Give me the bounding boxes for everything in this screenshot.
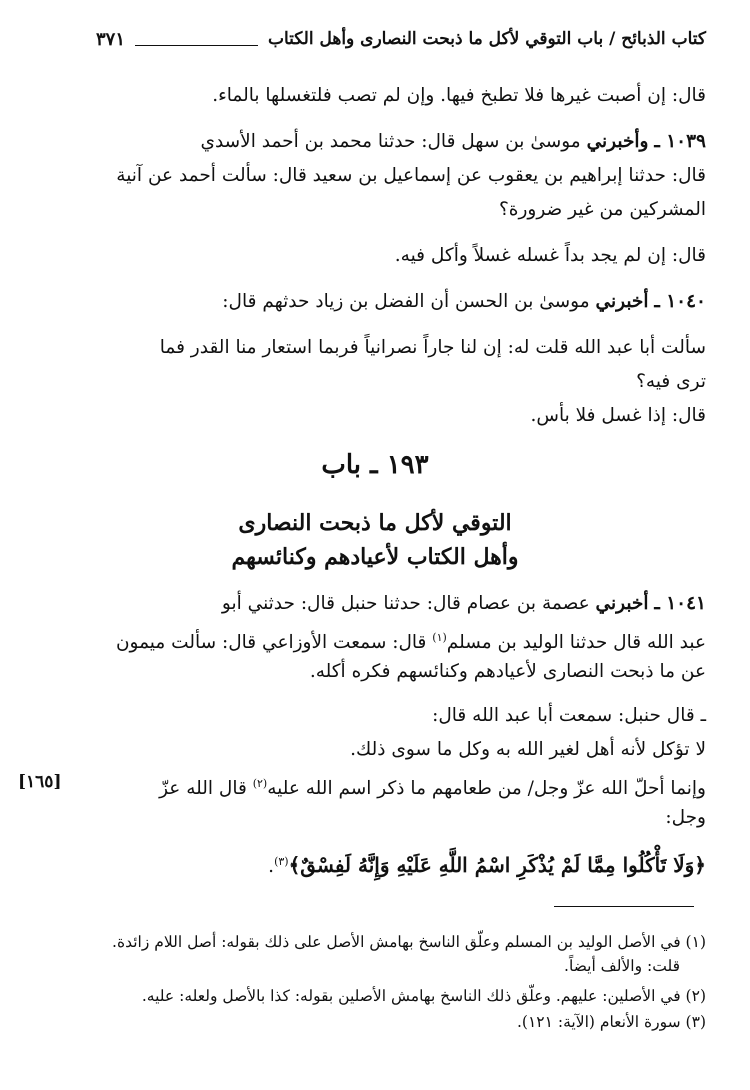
entry-text: موسىٰ بن سهل قال: حدثنا محمد بن أحمد الأسدي	[200, 131, 581, 152]
running-header	[96, 22, 706, 56]
footnote-2: (٢) في الأصلين: عليهم. وعلّق ذلك الناسخ بهامش الأصلين بقوله: كذا بالأصل ولعله: عليه.	[141, 987, 706, 1005]
entry-1041-line3: عن ما ذبحت النصارى لأعيادهم وكنائسهم فكره أكله.	[309, 661, 706, 682]
footnote-1-line2: قلت: والألف أيضاً.	[564, 957, 680, 975]
entry-1041-line2	[44, 622, 706, 659]
question-line2: ترى فيه؟	[636, 371, 706, 392]
answer-line: قال: إذا غسل فلا بأس.	[530, 405, 706, 426]
entry-lead: أخبرني	[595, 593, 649, 614]
entry-text: عصمة بن عصام قال: حدثنا حنبل قال: حدثني أبو	[221, 593, 590, 614]
entry-1039-line1	[96, 126, 706, 158]
entry-1041-line4: ـ قال حنبل: سمعت أبا عبد الله قال:	[432, 705, 706, 726]
chapter-title-line2: وأهل الكتاب لأعيادهم وكنائسهم	[231, 544, 519, 570]
entry-number: ١٠٣٩ ـ	[654, 131, 706, 152]
question-line1: سألت أبا عبد الله قلت له: إن لنا جاراً نصرانياً فربما استعار منا القدر فما	[159, 337, 706, 358]
chapter-title-line1: التوقي لأكل ما ذبحت النصارى	[238, 510, 512, 536]
chapter-number: ١٩٣ ـ باب	[321, 450, 429, 480]
quran-verse-line: ﴿وَلَا تَأْكُلُوا مِمَّا لَمْ يُذْكَرِ اسْمُ اللَّهِ عَلَيْهِ وَإِنَّهُ لَفِسْقٌ﴾$^{(٣)}$.	[268, 853, 706, 878]
entry-text: وإنما أحلّ الله عزّ وجل/ من طعامهم ما ذكر اسم الله عليه	[267, 778, 706, 800]
entry-1039-line3: المشركين من غير ضرورة؟	[498, 199, 706, 220]
entry-lead: وأخبرني	[586, 131, 649, 152]
footnote-separator	[554, 906, 694, 907]
footnote-1-line1: (١) في الأصل الوليد بن المسلم وعلّق الناسخ بهامش الأصل على ذلك بقوله: أصل اللام زائدة.	[112, 933, 706, 951]
page-number: ٣٧١	[96, 28, 126, 50]
entry-1041-line5: لا تؤكل لأنه أهل لغير الله به وكل ما سوى ذلك.	[350, 739, 706, 760]
header-title: كتاب الذبائح / باب التوقي لأكل ما ذبحت النصارى وأهل الكتاب	[267, 29, 706, 49]
answer-line: قال: إن أصبت غيرها فلا تطبخ فيها. وإن لم تصب فلتغسلها بالماء.	[212, 85, 706, 106]
entry-number: ١٠٤٠ ـ	[654, 291, 706, 312]
entry-1041-line7: وجل:	[665, 807, 706, 828]
entry-text: عبد الله قال حدثنا الوليد بن مسلم	[446, 632, 706, 654]
entry-1041-line1	[44, 588, 706, 620]
margin-page-reference: [١٦٥]	[18, 772, 62, 792]
entry-text: قال الله عزّ	[159, 778, 253, 800]
footnote-marker: (٣)	[274, 855, 289, 868]
entry-1041-line6	[90, 768, 706, 805]
footnote-marker: (٢)	[252, 777, 268, 790]
entry-text: قال: سمعت الأوزاعي قال: سألت ميمون	[115, 632, 433, 654]
header-rule	[135, 45, 258, 46]
entry-1039-line2: قال: حدثنا إبراهيم بن يعقوب عن إسماعيل بن سعيد قال: سألت أحمد عن آنية	[116, 165, 706, 186]
entry-1040-line1	[96, 286, 706, 318]
entry-number: ١٠٤١ ـ	[654, 593, 706, 614]
entry-text: موسىٰ بن الحسن أن الفضل بن زياد حدثهم قال:	[222, 291, 590, 312]
footnote-marker: (١)	[432, 631, 447, 644]
footnote-3: (٣) سورة الأنعام (الآية: ١٢١).	[516, 1013, 706, 1031]
entry-lead: أخبرني	[595, 291, 649, 312]
answer-line: قال: إن لم يجد بداً غسله غسلاً وأكل فيه.	[394, 245, 706, 266]
quran-verse: ﴿وَلَا تَأْكُلُوا مِمَّا لَمْ يُذْكَرِ اسْمُ اللَّهِ عَلَيْهِ وَإِنَّهُ لَفِسْقٌ﴾	[288, 853, 706, 878]
